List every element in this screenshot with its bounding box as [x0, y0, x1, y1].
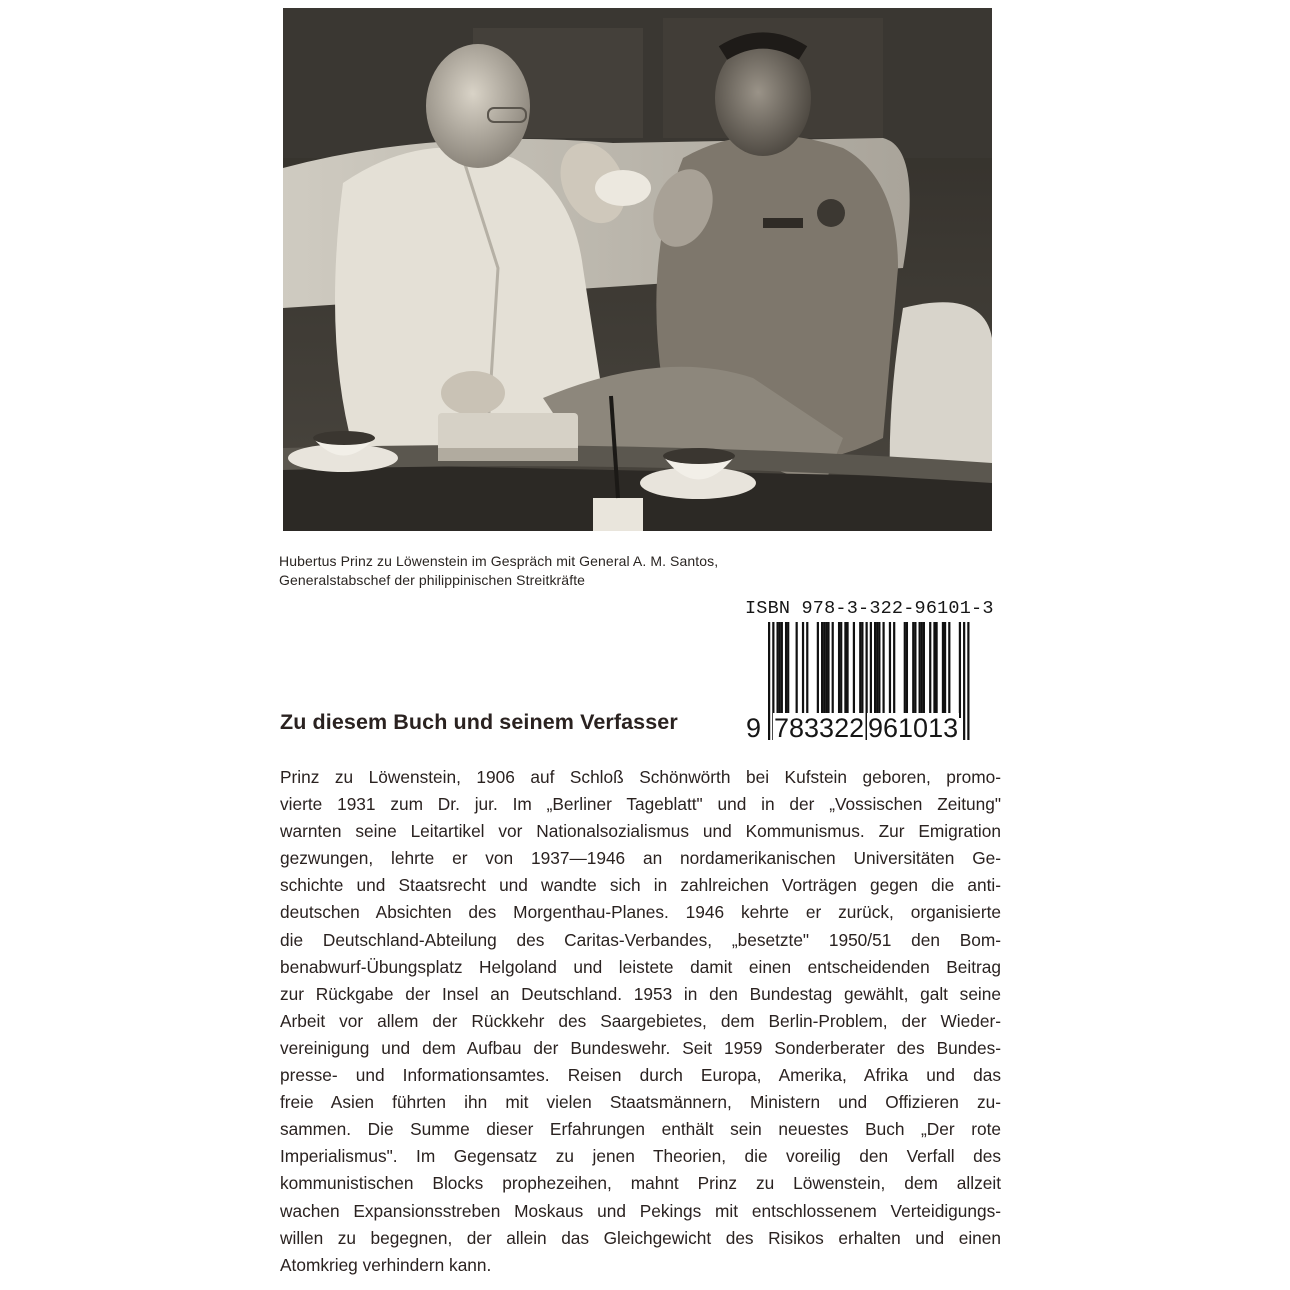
- barcode-bar: [929, 622, 931, 718]
- caption-line: Generalstabschef der philippinischen Streitkräfte: [279, 572, 586, 588]
- barcode-bar: [781, 622, 783, 718]
- body-line: zur Rückgabe der Insel an Deutschland. 1953 in den Bundestag gewählt, galt seine: [280, 983, 1001, 1004]
- body-line: wachen Expansionsstreben Moskaus und Pekings mit entschlossenem Verteidigungs-: [280, 1200, 1001, 1221]
- barcode-bar: [893, 622, 895, 718]
- barcode-bar: [906, 622, 908, 718]
- barcode-bar: [853, 622, 855, 718]
- caption-line: Hubertus Prinz zu Löwenstein im Gespräch mit General A. M. Santos,: [279, 553, 719, 569]
- barcode-bar: [921, 622, 923, 718]
- barcode-digits: [745, 713, 970, 743]
- barcode-bar: [948, 622, 950, 718]
- barcode-bar: [787, 622, 789, 718]
- body-line: gezwungen, lehrte er von 1937—1946 an nordamerikanischen Universitäten Ge-: [280, 848, 1001, 869]
- barcode-bar: [802, 622, 804, 718]
- barcode-bar: [844, 622, 846, 718]
- barcode-bar: [823, 622, 825, 718]
- barcode-bar: [959, 622, 961, 718]
- body-line: freie Asien führten ihn mit vielen Staatsmännern, Ministern und Offizieren zu-: [280, 1092, 1001, 1113]
- barcode-bar: [817, 622, 819, 718]
- body-line: deutschen Absichten des Morgenthau-Planes. 1946 kehrte er zurück, organisierte: [280, 902, 1001, 923]
- body-line: vierte 1931 zum Dr. jur. Im „Berliner Tageblatt" und in der „Vossischen Zeitung": [280, 794, 1001, 815]
- barcode-bar: [878, 622, 880, 718]
- barcode-bar: [846, 622, 848, 718]
- barcode-bar: [923, 622, 925, 718]
- barcode-first-digit: 9: [746, 713, 762, 743]
- barcode-bar: [796, 622, 798, 718]
- barcode-bar: [933, 622, 935, 718]
- barcode-bar: [779, 622, 781, 718]
- biography-text: [280, 764, 1001, 1279]
- barcode-bar: [827, 622, 829, 718]
- section-heading: Zu diesem Buch und seinem Verfasser: [280, 710, 678, 734]
- body-line: Imperialismus". Im Gegensatz zu jenen Theorien, die voreilig den Verfall des: [280, 1146, 1001, 1167]
- body-line: schichte und Staatsrecht und wandte sich in zahlreichen Vorträgen gegen die anti-: [280, 875, 1001, 896]
- photo-caption: [279, 552, 839, 590]
- barcode-bar: [825, 622, 827, 718]
- body-line: Atomkrieg verhindern kann.: [280, 1254, 492, 1275]
- barcode-bar: [935, 622, 937, 718]
- barcode-right-group: 961013: [868, 713, 959, 743]
- barcode-left-group: 783322: [774, 713, 865, 743]
- barcode-bar: [944, 622, 946, 718]
- barcode-bar: [912, 622, 914, 718]
- barcode-bar: [806, 622, 808, 718]
- isbn-label: ISBN 978-3-322-96101-3: [745, 598, 994, 619]
- body-line: willen zu begegnen, der allein das Gleichgewicht des Risikos erhalten und einen: [280, 1227, 1001, 1248]
- barcode-bar: [904, 622, 906, 718]
- photo-image: [283, 8, 992, 531]
- body-line: vereinigung und dem Aufbau der Bundeswehr. Seit 1959 Sonderberater des Bundes-: [280, 1037, 1001, 1058]
- barcode-bar: [821, 622, 823, 718]
- barcode-bar: [861, 622, 863, 718]
- barcode-bar: [785, 622, 787, 718]
- barcode-bar: [914, 622, 916, 718]
- barcode-bar: [776, 622, 778, 718]
- body-line: Prinz zu Löwenstein, 1906 auf Schloß Schönwörth bei Kufstein geboren, promo-: [280, 767, 1001, 787]
- barcode-bar: [942, 622, 944, 718]
- body-line: sammen. Die Summe dieser Erfahrungen enthält sein neuestes Buch „Der rote: [280, 1119, 1001, 1140]
- body-line: kommunistischen Blocks prophezeihen, mahnt Prinz zu Löwenstein, dem allzeit: [280, 1173, 1001, 1194]
- body-line: benabwurf-Übungsplatz Helgoland und leistete damit einen entscheidenden Beitrag: [280, 956, 1001, 977]
- body-line: Arbeit vor allem der Rückkehr des Saargebietes, dem Berlin-Problem, der Wieder-: [280, 1010, 1001, 1031]
- barcode-bar: [832, 622, 834, 718]
- barcode-bar: [840, 622, 842, 718]
- barcode-bar: [882, 622, 884, 718]
- barcode-bar: [889, 622, 891, 718]
- cover-photo: [283, 8, 992, 531]
- barcode-bar: [838, 622, 840, 718]
- barcode-bar: [876, 622, 878, 718]
- body-line: presse- und Informationsamtes. Reisen durch Europa, Amerika, Afrika und das: [280, 1065, 1001, 1086]
- barcode-bar: [859, 622, 861, 718]
- barcode-bar: [919, 622, 921, 718]
- body-line: warnten seine Leitartikel vor Nationalsozialismus und Kommunismus. Zur Emigration: [280, 821, 1001, 842]
- barcode-bar: [874, 622, 876, 718]
- body-line: die Deutschland-Abteilung des Caritas-Verbandes, „besetzte" 1950/51 den Bom-: [280, 929, 1001, 950]
